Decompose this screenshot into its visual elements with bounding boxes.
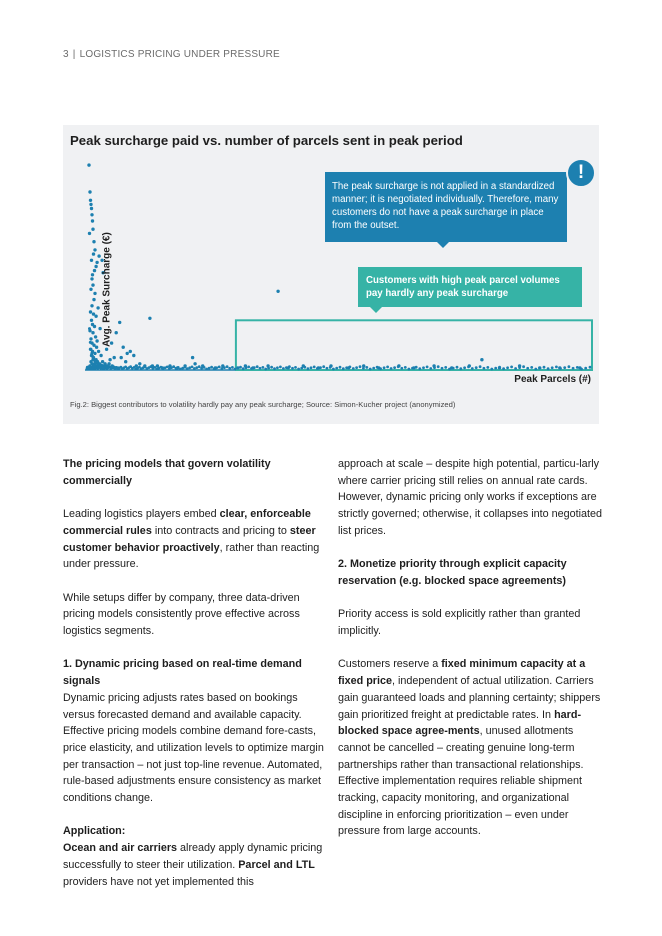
data-point [214, 366, 217, 369]
data-point [88, 364, 91, 367]
data-point [486, 366, 489, 369]
data-point [432, 364, 435, 367]
data-point [126, 352, 129, 355]
data-point [584, 367, 587, 370]
data-point [264, 368, 267, 371]
data-point [95, 346, 98, 349]
data-point [90, 207, 93, 210]
paragraph: approach at scale – despite high potential, particu-larly where carrier pricing still relies on annual rate cards. However, dynamic pricing only works if exceptions are strictly governed; otherwise, it collapses into negotiated list prices. [338, 458, 603, 537]
data-point [506, 366, 509, 369]
data-point [339, 366, 342, 369]
data-point [129, 350, 132, 353]
data-point [195, 366, 198, 369]
highlight-callout-text: Customers with high peak parcel volumes pay hardly any peak surcharge [366, 275, 560, 299]
paragraph: Ocean and air carriers already apply dynamic pricing successfully to steer their utilization. Parcel and LTL providers have not yet implemented this [63, 842, 323, 888]
data-point [89, 288, 92, 291]
left-column [63, 456, 328, 890]
data-point [94, 265, 97, 268]
data-point [326, 367, 329, 370]
data-point [138, 362, 141, 365]
y-axis-label: Avg. Peak Surcharge (€) [101, 232, 113, 347]
data-point [95, 261, 98, 264]
section-heading: The pricing models that govern volatility commercially [63, 458, 271, 487]
data-point [397, 364, 400, 367]
data-point [151, 364, 154, 367]
data-point [251, 366, 254, 369]
chart-title: Peak surcharge paid vs. number of parcels sent in peak period [70, 133, 463, 148]
data-point [494, 367, 497, 370]
highlight-region [236, 320, 592, 370]
data-point [568, 365, 571, 368]
data-point [386, 366, 389, 369]
data-point [183, 364, 186, 367]
data-point [208, 367, 211, 370]
data-point [90, 304, 93, 307]
figure-caption: Fig.2: Biggest contributors to volatility hardly pay any peak surcharge; Source: Simon-Kucher project (anonymized) [70, 400, 456, 409]
right-column [338, 456, 603, 840]
data-point [244, 364, 247, 367]
data-point [276, 290, 279, 293]
data-point [115, 331, 118, 334]
data-point [426, 366, 429, 369]
data-point [91, 283, 94, 286]
subsection-heading: 2. Monetize priority through explicit capacity reservation (e.g. blocked space agreements) [338, 558, 567, 587]
data-point [530, 366, 533, 369]
paragraph: Priority access is sold explicitly rather than granted implicitly. [338, 608, 581, 637]
data-point [479, 365, 482, 368]
data-point [307, 367, 310, 370]
data-point [483, 367, 486, 370]
data-point [93, 248, 96, 251]
data-point [270, 366, 273, 369]
data-point [191, 366, 194, 369]
data-point [450, 366, 453, 369]
data-point [393, 366, 396, 369]
data-point [176, 366, 179, 369]
data-point [459, 367, 462, 370]
data-point [90, 319, 93, 322]
data-point [276, 366, 279, 369]
data-point [88, 329, 91, 332]
data-point [231, 366, 234, 369]
data-point [143, 364, 146, 367]
paragraph: Leading logistics players embed clear, enforceable commercial rules into contracts and pricing to steer customer behavior proactively, rather than reacting under pressure. [63, 508, 320, 571]
data-point [456, 366, 459, 369]
page-number: 3 [63, 49, 69, 60]
data-point [365, 366, 368, 369]
data-point [362, 364, 365, 367]
data-point [437, 365, 440, 368]
data-point [418, 367, 421, 370]
data-point [282, 367, 285, 370]
data-point [400, 367, 403, 370]
data-point [201, 364, 204, 367]
data-point [342, 367, 345, 370]
data-point [89, 199, 92, 202]
data-point [91, 228, 94, 231]
data-point [287, 366, 290, 369]
data-point [90, 259, 93, 262]
data-point [266, 364, 269, 367]
data-point [502, 367, 505, 370]
data-point [302, 364, 305, 367]
data-point [91, 273, 94, 276]
data-point [538, 366, 541, 369]
data-point [92, 240, 95, 243]
data-point [135, 364, 138, 367]
data-point [347, 366, 350, 369]
data-point [247, 366, 250, 369]
data-point [88, 190, 91, 193]
data-point [124, 360, 127, 363]
data-point [383, 366, 386, 369]
data-point [408, 368, 411, 371]
data-point [94, 315, 97, 318]
data-point [96, 306, 99, 309]
data-point [191, 356, 194, 359]
data-point [359, 365, 362, 368]
subsection-heading: 1. Dynamic pricing based on real-time demand signals [63, 658, 302, 688]
data-point [291, 367, 294, 370]
data-point [132, 354, 135, 357]
data-point [93, 292, 96, 295]
header-title: LOGISTICS PRICING UNDER PRESSURE [79, 49, 280, 60]
data-point [589, 366, 592, 369]
data-point [259, 367, 262, 370]
data-point [193, 362, 196, 365]
data-point [120, 356, 123, 359]
data-point [543, 366, 546, 369]
data-point [168, 364, 171, 367]
data-point [558, 366, 561, 369]
data-point [317, 366, 320, 369]
data-point [256, 365, 259, 368]
data-point [412, 366, 415, 369]
highlight-callout [358, 267, 582, 307]
data-point [404, 366, 407, 369]
data-point [463, 366, 466, 369]
data-point [297, 368, 300, 371]
data-point [429, 367, 432, 370]
data-point [480, 358, 483, 361]
figure-panel [63, 125, 599, 424]
data-point [273, 367, 276, 370]
data-point [161, 366, 164, 369]
data-point [555, 366, 558, 369]
data-point [193, 367, 196, 370]
data-point [92, 298, 95, 301]
data-point [514, 367, 517, 370]
data-point [97, 254, 100, 257]
data-point [332, 368, 335, 371]
data-point [510, 366, 513, 369]
data-point [294, 366, 297, 369]
data-point [262, 366, 265, 369]
data-point [572, 367, 575, 370]
data-point [88, 232, 91, 235]
data-point [522, 365, 525, 368]
exclamation-icon: ! [566, 158, 596, 188]
data-point [89, 310, 92, 313]
data-point [352, 367, 355, 370]
data-point [526, 367, 529, 370]
scatter-plot [63, 125, 599, 395]
paragraph: Dynamic pricing adjusts rates based on bookings versus forecasted demand and available capacity. Effective pricing models combine demand fore-casts, price elasticity, and utilization levels to optimize margin per transaction – not just top-line revenue. Automated, rule-based adjustments ensure consistency as market conditions change. [63, 691, 324, 805]
data-point [390, 367, 393, 370]
data-point [118, 321, 121, 324]
data-point [490, 368, 493, 371]
data-point [89, 337, 92, 340]
data-point [234, 368, 237, 371]
header-separator: | [72, 49, 76, 60]
data-point [97, 350, 100, 353]
data-point [113, 356, 116, 359]
data-point [221, 364, 224, 367]
data-point [563, 366, 566, 369]
data-point [148, 317, 151, 320]
data-point [91, 219, 94, 222]
data-point [93, 325, 96, 328]
data-point [226, 365, 229, 368]
data-point [218, 366, 221, 369]
data-point [198, 365, 201, 368]
data-point [92, 252, 95, 255]
data-point [236, 366, 239, 369]
data-point [468, 364, 471, 367]
data-point [471, 367, 474, 370]
data-point [94, 335, 97, 338]
data-point [93, 352, 96, 355]
data-point [205, 368, 208, 371]
data-point [547, 367, 550, 370]
data-point [117, 367, 120, 370]
data-point [186, 367, 189, 370]
data-point [87, 163, 90, 166]
callout-pointer [370, 307, 382, 313]
data-point [335, 367, 338, 370]
data-point [92, 364, 95, 367]
data-point [279, 366, 282, 369]
info-callout-text: The peak surcharge is not applied in a standardized manner; it is negotiated individually. Therefore, many customers do not have a peak surcharge in place from the outset. [332, 181, 559, 231]
data-point [122, 346, 125, 349]
application-heading: Application: [63, 825, 126, 838]
x-axis-label: Peak Parcels (#) [514, 374, 591, 385]
data-point [534, 368, 537, 371]
info-callout [325, 172, 567, 242]
data-point [90, 213, 93, 216]
paragraph: Customers reserve a fixed minimum capacity at a fixed price, independent of actual utilization. Carriers gain guaranteed loads and planning certainty; shippers gain prioritized freight at predictable rates. In hard-blocked space agree-ments, unused allotments cannot be cancelled – creating genuine long-term partnerships rather than transactional relationships. [338, 658, 601, 771]
data-point [210, 366, 213, 369]
data-point [242, 367, 245, 370]
data-point [91, 331, 94, 334]
data-point [310, 366, 313, 369]
data-point [578, 366, 581, 369]
data-point [377, 366, 380, 369]
data-point [498, 366, 501, 369]
paragraph: Effective implementation requires reliable shipment tracking, capacity monitoring, and organizational discipline in enforcing prioritization – even under pressure from large accounts. [338, 775, 583, 838]
paragraph: While setups differ by company, three data-driven pricing models consistently prove effective across logistics segments. [63, 591, 300, 637]
data-point [322, 365, 325, 368]
data-point [369, 368, 372, 371]
data-point [475, 366, 478, 369]
data-point [422, 366, 425, 369]
data-point [228, 367, 231, 370]
callout-pointer [437, 242, 449, 248]
data-point [90, 277, 93, 280]
data-point [441, 367, 444, 370]
data-point [355, 366, 358, 369]
data-point [329, 364, 332, 367]
data-point [156, 364, 159, 367]
data-point [518, 364, 521, 367]
data-point [95, 339, 98, 342]
data-point [313, 366, 316, 369]
data-point [551, 366, 554, 369]
data-point [372, 367, 375, 370]
data-point [93, 269, 96, 272]
running-header [63, 49, 280, 60]
data-point [444, 366, 447, 369]
data-point [89, 203, 92, 206]
